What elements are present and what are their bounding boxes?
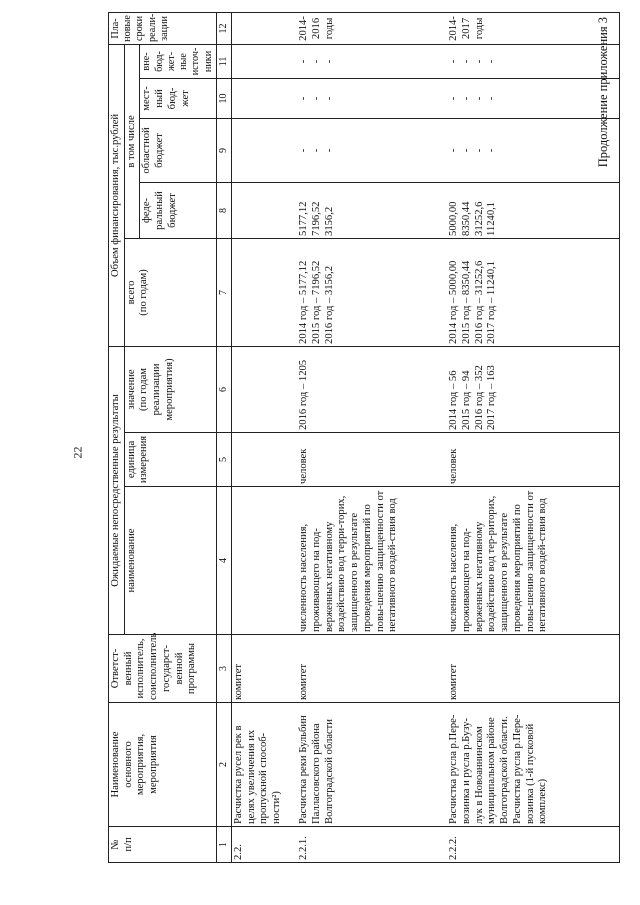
column-number: 9 [216,118,231,182]
funding-extra: - - - - [447,44,619,78]
column-number: 5 [216,433,231,487]
column-number: 11 [216,44,231,78]
header-local: мест- ный бюд- жет [140,78,216,118]
measure-name: Расчистка реки Бульбин Палласовского района Волгоградской области [297,703,447,827]
header-results-group: Ожидаемые непосредственные результаты [109,346,125,634]
header-total: всего (по годам) [124,238,216,346]
table-row [231,12,297,862]
result-value: 2016 год – 1205 [297,346,447,432]
result-unit: человек [297,433,447,487]
header-federal: феде- ральный бюджет [140,182,216,238]
header-result-value: значение (по годам реализации мероприятия) [124,346,216,432]
column-number: 8 [216,182,231,238]
result-unit: человек [447,433,619,487]
page-number: 22 [70,446,85,459]
measure-name: Расчистка русел рек в целях увеличения их пропускной способ- ности²) [231,703,297,827]
column-number: 7 [216,238,231,346]
funding-local: - - - - [447,78,619,118]
header-funding-group: Объем финансирования, тыс.рублей [109,44,125,346]
header-extra: вне- бюд- жет- ные источ- ники [140,44,216,78]
funding-total: 2014 год – 5177,12 2015 год – 7196,52 2016 год – 3156,2 [297,238,447,346]
column-number: 3 [216,635,231,703]
result-name: численность населения, проживающего на под-верженных негативному воздействию вод терри-торих, защищенного в результате проведения мероприятий по повы-шению защищенности от негативного воздей-ствия вод [297,487,447,635]
funding-federal [231,182,297,238]
responsible-executor: комитет [297,635,447,703]
responsible-executor: комитет [447,635,619,703]
funding-local: - - - [297,78,447,118]
result-unit [231,433,297,487]
funding-federal: 5177,12 7196,52 3156,2 [297,182,447,238]
header-no: № п/п [109,827,217,863]
funding-regional [231,118,297,182]
table-row [297,12,447,862]
responsible-executor: комитет [231,635,297,703]
measure-name: Расчистка русла р.Пере-возинка и русла р.Бузу-лук в Новоаннинском муниципальном районе Волгоградской области. Расчистка русла р.Пере-возинка (1-й пусковой комплекс) [447,703,619,827]
funding-extra [231,44,297,78]
header-result-unit: единица измерения [124,433,216,487]
column-number: 10 [216,78,231,118]
column-number: 2 [216,703,231,827]
column-number: 4 [216,487,231,635]
table-row [447,12,619,862]
row-number: 2.2.2. [447,827,619,863]
column-number: 6 [216,346,231,432]
header-period: Пла- новые сроки реали- зации [109,12,217,44]
funding-regional: - - - [297,118,447,182]
row-number: 2.2.1. [297,827,447,863]
program-table [108,12,620,863]
result-name: численность населения, проживающего на под-верженных негативному воздействию вод тер-риторих, защищенного в результате проведения мероприятий по повы-шению защищенности от негативного воздей-ствия вод [447,487,619,635]
funding-extra: - - - [297,44,447,78]
funding-regional: - - - - [447,118,619,182]
header-responsible: Ответст- венный исполнитель, соисполнитель государст- венной программы [109,635,217,703]
header-including: в том числе [124,44,140,238]
header-result-name: наименование [124,487,216,635]
row-number: 2.2. [231,827,297,863]
funding-federal: 5000,00 8350,44 31252,6 11240,1 [447,182,619,238]
period: 2014- 2017 годы [447,12,619,44]
period: 2014- 2016 годы [297,12,447,44]
header-name: Наименование основного мероприятия, мероприятия [109,703,217,827]
period [231,12,297,44]
funding-local [231,78,297,118]
appendix-caption: Продолжение приложения 3 [596,17,610,168]
column-number: 12 [216,12,231,44]
column-number: 1 [216,827,231,863]
funding-total [231,238,297,346]
funding-total: 2014 год – 5000,00 2015 год – 8350,44 2016 год – 31252,6 2017 год – 11240,1 [447,238,619,346]
result-value: 2014 год – 56 2015 год – 94 2016 год – 352 2017 год – 163 [447,346,619,432]
result-name [231,487,297,635]
header-regional: областной бюджет [140,118,216,182]
result-value [231,346,297,432]
